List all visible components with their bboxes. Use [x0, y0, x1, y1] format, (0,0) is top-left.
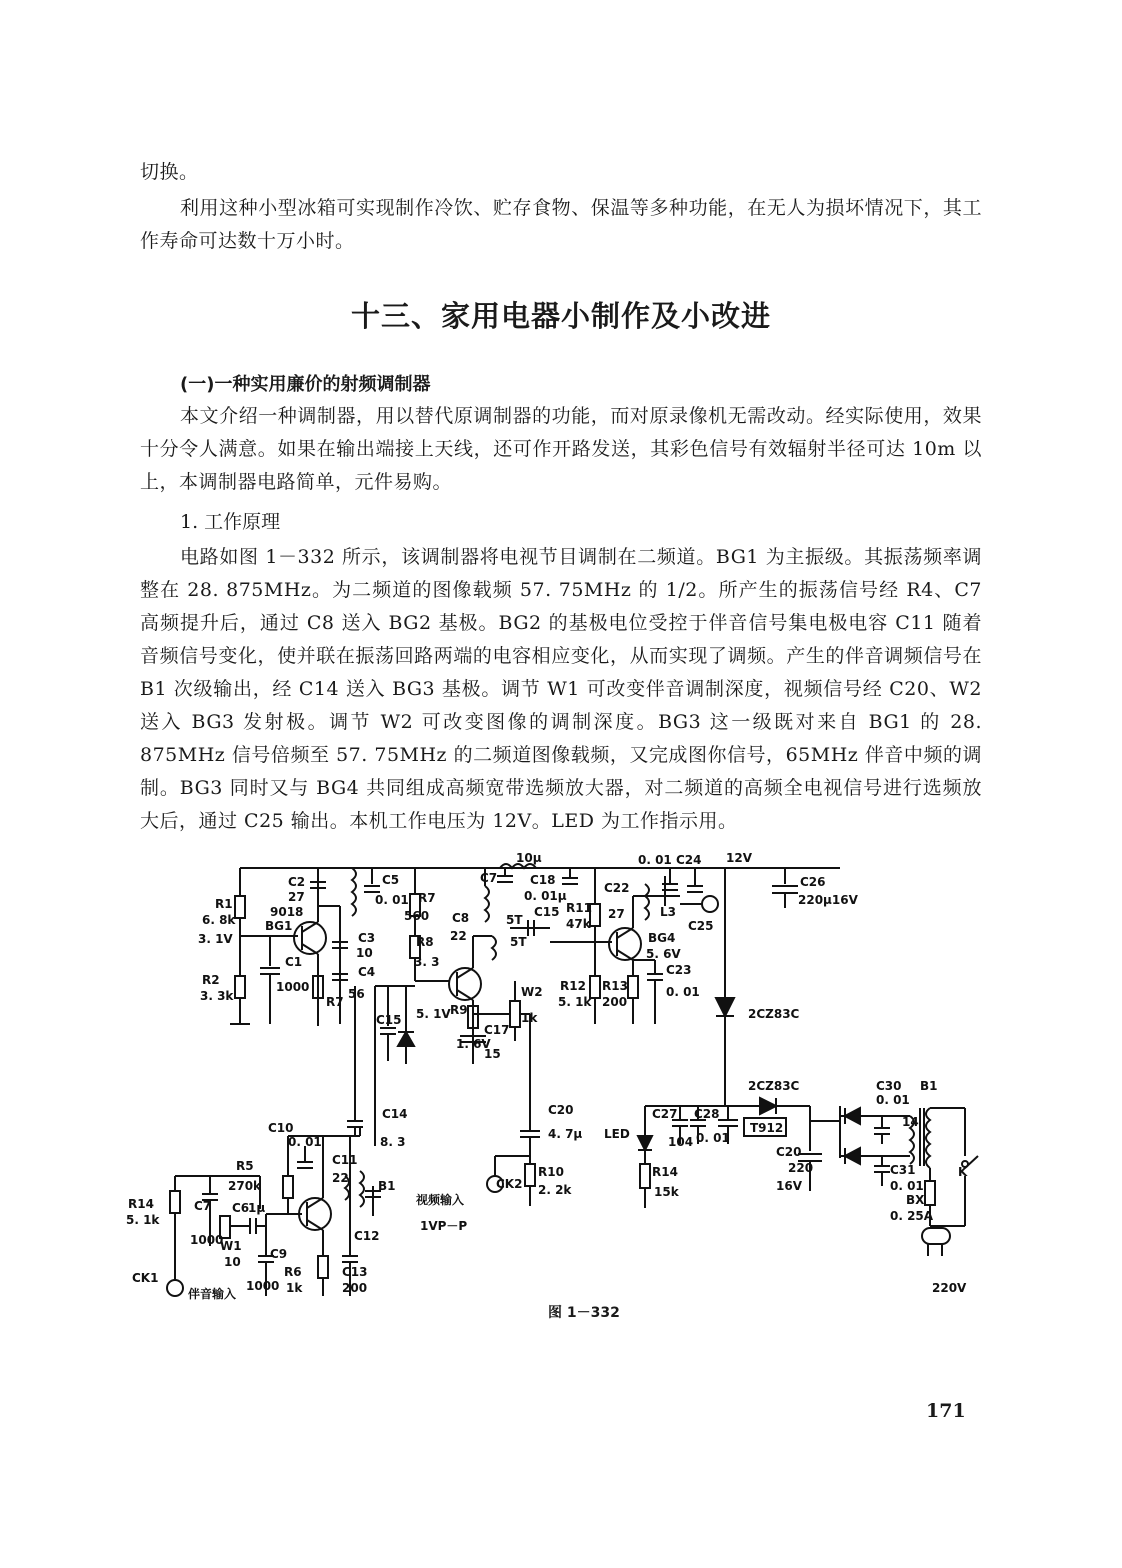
label-C28: C28 [694, 1107, 720, 1121]
label-t14: 14 [902, 1115, 919, 1129]
label-C11v: 22 [332, 1171, 349, 1185]
label-CK1: CK1 [132, 1271, 159, 1285]
label-C5v: 0. 01 [375, 893, 409, 907]
paragraph-continued: 切换。 [140, 161, 199, 183]
label-R6: R6 [284, 1265, 302, 1279]
label-C10v: 0. 01 [288, 1135, 322, 1149]
label-C5: C5 [382, 873, 400, 887]
label-W1: W1 [220, 1239, 242, 1253]
paragraph-intro: 本文介绍一种调制器，用以替代原调制器的功能，而对原录像机无需改动。经实际使用，效果十分令人满意。如果在输出端接上天线，还可作开路发送，其彩色信号有效辐射半径可达 10m 以上，本调制器电路简单，元件易购。 [140, 405, 982, 493]
label-v12: 12V [726, 851, 752, 865]
label-BXv: 0. 25A [890, 1209, 934, 1223]
label-R2v: 3. 3k [200, 989, 234, 1003]
label-C20v: 4. 7μ [548, 1127, 583, 1141]
label-W2v: 1k [521, 1011, 538, 1025]
label-C2: C2 [288, 875, 306, 889]
label-C9v: 1000 [246, 1279, 280, 1293]
label-C26: C26 [800, 875, 826, 889]
label-R5v: 270k [228, 1179, 262, 1193]
label-C6v: 1μ [248, 1201, 266, 1215]
label-L10u: 10μ [516, 851, 542, 865]
label-C31: C31 [890, 1163, 916, 1177]
label-C23: C23 [666, 963, 692, 977]
label-C8v: 22 [450, 929, 467, 943]
label-CK2: CK2 [496, 1177, 523, 1191]
label-R13: R13 [602, 979, 628, 993]
label-R1: R1 [215, 897, 233, 911]
paragraph-circuit: 电路如图 1－332 所示，该调制器将电视节目调制在二频道。BG1 为主振级。其振荡频率调整在 28. 875MHz。为二频道的图像载频 57. 75MHz 的 1/2。所产生的振荡信号经 R4、C7 高频提升后，通过 C8 送入 BG2 基极。BG2 的基极电位受控于伴音信号集电极电容 C11 随着音频信号变化，使并联在振荡回路两端的电容相应变化，从而实现了调频。产生的伴音调频信号在 B1 次级输出，经 C14 送入 BG3 基极。调节 W1 可改变伴音调制深度，视频信号经 C20、W2 送入 BG3 发射极。调节 W2 可改变图像的调制深度。BG3 这一级既对来自 BG1 的 28. 875MHz 信号倍频至 57. 75MHz 的二频道图像载频，又完成图你信号，65MHz 伴音中频的调制。BG3 同时又与 BG4 共同组成高频宽带选频放大器，对二频道的高频全电视信号进行选频放大后，通过 C25 输出。本机工作电压为 12V。LED 为工作指示用。 [140, 546, 982, 832]
label-C3v: 10 [356, 946, 373, 960]
label-LED: LED [604, 1127, 630, 1141]
label-v56: 5. 6V [646, 947, 681, 961]
label-R7v: 560 [404, 909, 430, 923]
item-heading: 1. 工作原理 [180, 511, 281, 533]
label-C7b: C7 [194, 1199, 212, 1213]
label-v220: 220V [932, 1281, 967, 1295]
label-W1v: 10 [224, 1255, 241, 1269]
label-C20: C20 [548, 1103, 574, 1117]
label-C15b: C15 [376, 1013, 402, 1027]
label-R1v: 6. 8k [202, 913, 236, 927]
label-R14bv: 15k [654, 1185, 679, 1199]
label-W2: W2 [521, 985, 543, 999]
label-C26v: 220μ16V [798, 893, 858, 907]
label-C13: C13 [342, 1265, 368, 1279]
label-L104: 104 [668, 1135, 694, 1149]
sub-title: (一)一种实用廉价的射频调制器 [180, 374, 431, 395]
label-v16b: 16V [776, 1179, 802, 1193]
label-B1: B1 [378, 1179, 396, 1193]
label-C24: 0. 01 C24 [638, 853, 702, 867]
label-audio-in: 伴音输入 [188, 1287, 237, 1301]
label-C1v: 1000 [276, 980, 310, 994]
label-R11: R11 [566, 901, 592, 915]
label-C20b: C20 [776, 1145, 802, 1159]
label-D1: 2CZ83C [748, 1007, 800, 1021]
label-T912: T912 [750, 1121, 784, 1135]
label-C30v: 0. 01 [876, 1093, 910, 1107]
label-R7: R7 [418, 891, 436, 905]
label-C1: C1 [285, 955, 303, 969]
label-C9: C9 [270, 1247, 288, 1261]
label-C27: C27 [652, 1107, 678, 1121]
label-C18v: 0. 01μ [524, 889, 567, 903]
label-C4: C4 [358, 965, 376, 979]
label-C6: C6 [232, 1201, 250, 1215]
label-D2: 2CZ83C [748, 1079, 800, 1093]
label-C23v: 0. 01 [666, 985, 700, 999]
label-R7a: R7 [326, 995, 344, 1009]
label-C7t: C7 [480, 871, 498, 885]
label-video-in: 视频输入 [416, 1193, 465, 1207]
label-R14b: R14 [652, 1165, 678, 1179]
label-R8v: 3. 3 [414, 955, 440, 969]
label-R5: R5 [236, 1159, 254, 1173]
label-C20bv: 220 [788, 1161, 814, 1175]
paragraph-fridge: 利用这种小型冰箱可实现制作冷饮、贮存食物、保温等多种功能，在无人为损坏情况下，其工作寿命可达数十万小时。 [140, 197, 982, 252]
label-C30: C30 [876, 1079, 902, 1093]
label-K: K [958, 1165, 968, 1179]
label-L3: L3 [660, 905, 676, 919]
label-C12: C12 [354, 1229, 380, 1243]
label-C13v: 200 [342, 1281, 368, 1295]
label-R10: R10 [538, 1165, 564, 1179]
label-C31v: 0. 01 [890, 1179, 924, 1193]
label-C25: C25 [688, 919, 714, 933]
figure-caption: 图 1－332 [548, 1305, 620, 1321]
page-number: 171 [926, 1400, 966, 1422]
label-C15a: C15 [534, 905, 560, 919]
label-R9: R9 [450, 1003, 468, 1017]
label-R10v: 2. 2k [538, 1183, 572, 1197]
label-C11: C11 [332, 1153, 358, 1167]
label-C14: C14 [382, 1107, 408, 1121]
label-R13v: 200 [602, 995, 628, 1009]
label-R12v: 5. 1k [558, 995, 592, 1009]
label-v31: 3. 1V [198, 932, 233, 946]
label-BG1: BG1 [265, 919, 293, 933]
label-C8: C8 [452, 911, 470, 925]
label-R11v: 47k [566, 917, 591, 931]
label-B1b: B1 [920, 1079, 938, 1093]
label-C17v: 15 [484, 1047, 501, 1061]
label-C28v: 0. 01 [696, 1131, 730, 1145]
label-t5T2: 5T [510, 935, 527, 949]
label-C14v: 8. 3 [380, 1135, 406, 1149]
section-title: 十三、家用电器小制作及小改进 [350, 299, 771, 333]
label-C7bv: 1000 [190, 1233, 224, 1247]
label-R6v: 1k [286, 1281, 303, 1295]
label-C17: C17 [484, 1023, 510, 1037]
label-C10: C10 [268, 1121, 294, 1135]
label-t9018: 9018 [270, 905, 304, 919]
label-C3: C3 [358, 931, 376, 945]
label-R14v: 5. 1k [126, 1213, 160, 1227]
label-t5T1: 5T [506, 913, 523, 927]
circuit-schematic [120, 846, 1000, 1316]
label-v51: 5. 1V [416, 1007, 451, 1021]
label-R8: R8 [416, 935, 434, 949]
label-C4v: 56 [348, 987, 365, 1001]
label-BG4: BG4 [648, 931, 676, 945]
label-C18: C18 [530, 873, 556, 887]
label-R2: R2 [202, 973, 220, 987]
label-C22v: 27 [608, 907, 625, 921]
label-C22: C22 [604, 881, 630, 895]
label-v16: 1. 6V [456, 1037, 491, 1051]
label-R12: R12 [560, 979, 586, 993]
label-C2v: 27 [288, 890, 305, 904]
label-vin-level: 1VP－P [420, 1219, 468, 1233]
label-BX: BX [906, 1193, 925, 1207]
label-R14: R14 [128, 1197, 154, 1211]
